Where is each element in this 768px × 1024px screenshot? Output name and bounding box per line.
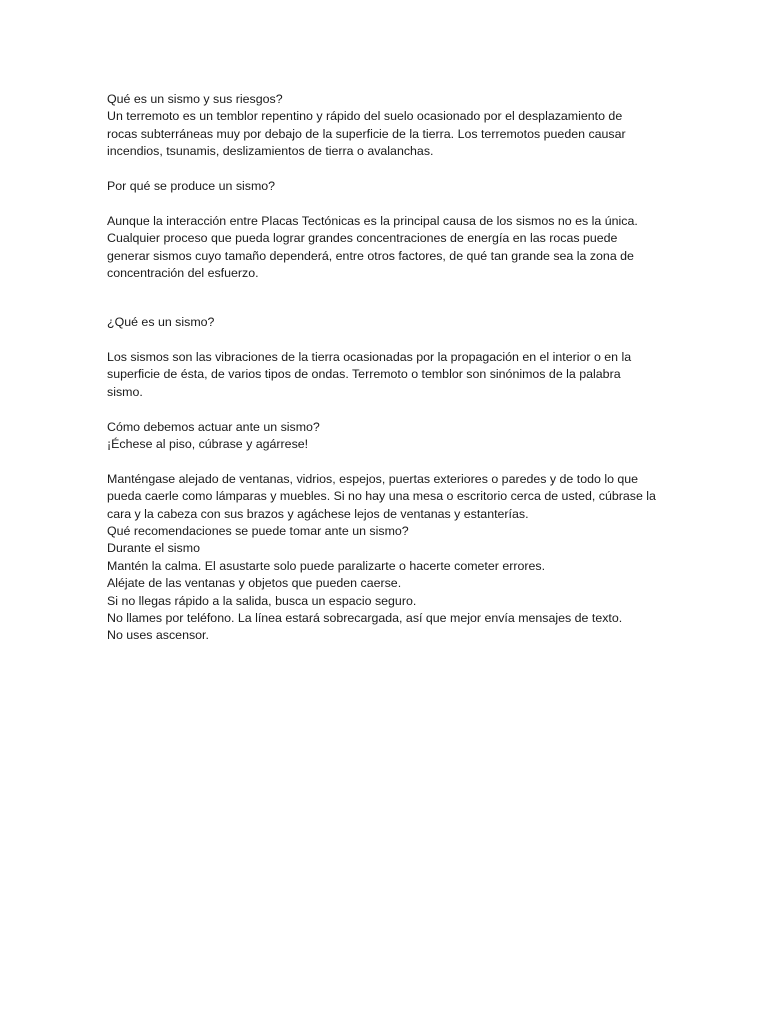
- paragraph-line: superficie de ésta, de varios tipos de ondas. Terremoto o temblor son sinónimos de la palabra: [107, 367, 621, 382]
- document-body: [107, 91, 667, 645]
- section-subheading: ¡Échese al piso, cúbrase y agárrese!: [107, 437, 309, 452]
- paragraph-line: Aléjate de las ventanas y objetos que pueden caerse.: [107, 576, 402, 591]
- section-heading-causa: Por qué se produce un sismo?: [107, 178, 276, 193]
- section-heading-actuar: Cómo debemos actuar ante un sismo?: [107, 419, 320, 434]
- paragraph-line: incendios, tsunamis, deslizamientos de tierra o avalanchas.: [107, 144, 434, 159]
- paragraph-line: sismo.: [107, 384, 143, 399]
- paragraph-line: Qué recomendaciones se puede tomar ante un sismo?: [107, 523, 409, 538]
- blank-line: [107, 332, 667, 349]
- paragraph-line: Los sismos son las vibraciones de la tierra ocasionadas por la propagación en el interior o en la: [107, 350, 632, 365]
- paragraph-line: Mantén la calma. El asustarte solo puede paralizarte o hacerte cometer errores.: [107, 558, 546, 573]
- paragraph-line: Aunque la interacción entre Placas Tectónicas es la principal causa de los sismos no es la única.: [107, 213, 638, 228]
- paragraph-line: Si no llegas rápido a la salida, busca un espacio seguro.: [107, 593, 417, 608]
- paragraph-line: Cualquier proceso que pueda lograr grandes concentraciones de energía en las rocas puede: [107, 231, 618, 246]
- paragraph-line: pueda caerle como lámparas y muebles. Si no hay una mesa o escritorio cerca de usted, cúbrase la: [107, 489, 656, 504]
- paragraph-line: No uses ascensor.: [107, 628, 209, 643]
- paragraph-line: generar sismos cuyo tamaño dependerá, entre otros factores, de qué tan grande sea la zona de: [107, 248, 634, 263]
- paragraph-line: No llames por teléfono. La línea estará sobrecargada, así que mejor envía mensajes de texto.: [107, 610, 623, 625]
- section-heading-que-es: ¿Qué es un sismo?: [107, 315, 215, 330]
- paragraph-line: Manténgase alejado de ventanas, vidrios, espejos, puertas exteriores o paredes y de todo lo que: [107, 471, 639, 486]
- blank-line: [107, 401, 667, 418]
- paragraph-line: Durante el sismo: [107, 541, 200, 556]
- blank-line: [107, 453, 667, 470]
- paragraph-line: Un terremoto es un temblor repentino y rápido del suelo ocasionado por el desplazamiento de: [107, 109, 623, 124]
- paragraph-line: rocas subterráneas muy por debajo de la superficie de la tierra. Los terremotos pueden causar: [107, 126, 626, 141]
- blank-line: [107, 282, 667, 314]
- section-heading-riesgos: Qué es un sismo y sus riesgos?: [107, 92, 283, 106]
- blank-line: [107, 161, 667, 178]
- paragraph-line: concentración del esfuerzo.: [107, 265, 259, 280]
- paragraph-line: cara y la cabeza con sus brazos y agáchese lejos de ventanas y estanterías.: [107, 506, 529, 521]
- blank-line: [107, 195, 667, 212]
